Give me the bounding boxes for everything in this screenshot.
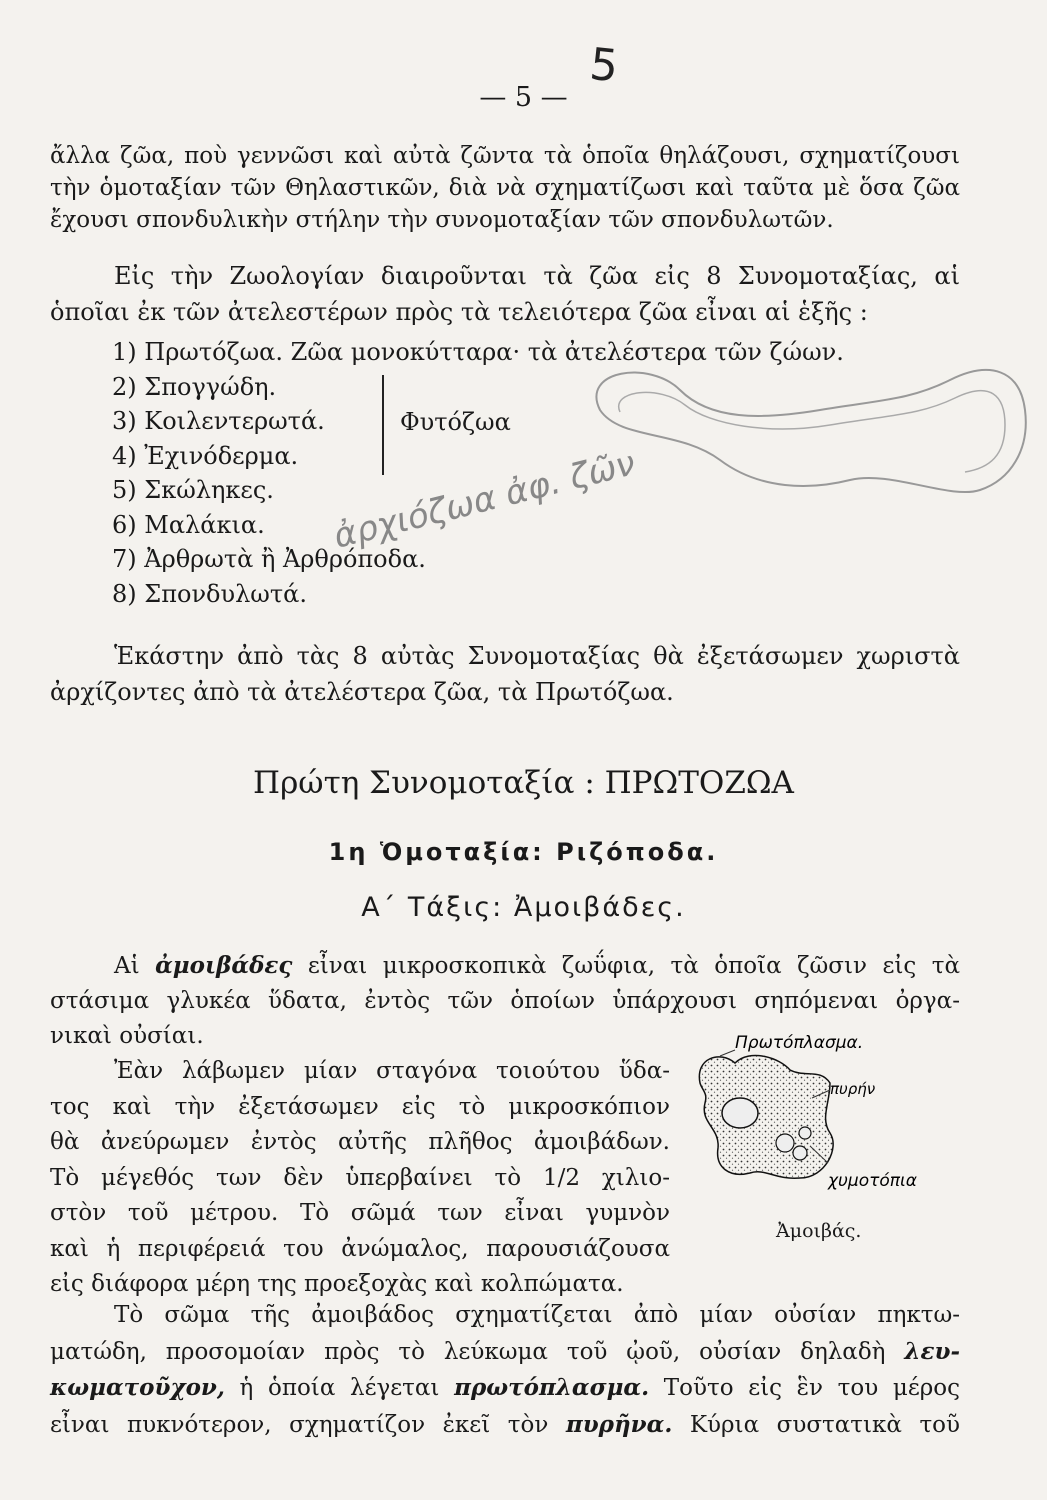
key-term: κωματοῦχον, bbox=[50, 1374, 225, 1401]
text-line: ἔχουσι σπονδυλικὴν στήλην τὴν συνομοταξίαν τῶν σπονδυλωτῶν. bbox=[50, 207, 834, 233]
list-item: 4) Ἐχινόδερμα. bbox=[112, 441, 299, 470]
key-term: πυρῆνα. bbox=[565, 1410, 673, 1438]
amoeba-paragraph-2 bbox=[50, 1054, 670, 1303]
text-line bbox=[50, 1407, 960, 1444]
text-line: ὁποῖαι ἐκ τῶν ἀτελεστέρων πρὸς τὰ τελειότερα ζῶα εἶναι αἱ ἑξῆς : bbox=[50, 298, 868, 326]
text-line: εἰς διάφορα μέρη της προεξοχὰς καὶ κολπώματα. bbox=[50, 1271, 624, 1297]
list-item: 5) Σκώληκες. bbox=[112, 476, 274, 504]
list-item: 1) Πρωτόζωα. Ζῶα μονοκύτταρα· τὰ ἀτελέστερα τῶν ζώων. bbox=[112, 338, 844, 366]
label-nucleus: πυρήν bbox=[830, 1080, 876, 1098]
text-span: ματώδη, προσομοίαν πρὸς τὸ λεύκωμα τοῦ ᾠοῦ, οὐσίαν δηλαδὴ bbox=[50, 1338, 905, 1365]
list-item: 6) Μαλάκια. bbox=[112, 510, 265, 539]
list-item: 7) Ἀρθρωτὰ ἢ Ἀρθρόποδα. bbox=[112, 545, 426, 573]
text-line: στὸν τοῦ μέτρου. Τὸ σῶμά των εἶναι γυμνὸν bbox=[50, 1200, 670, 1226]
figure-caption: Ἀμοιβάς. bbox=[776, 1220, 862, 1242]
intro-paragraph bbox=[50, 140, 960, 236]
text-line: Εἰς τὴν Ζωολογίαν διαιροῦνται τὰ ζῶα εἰς 8 Συνομοταξίας, αἱ bbox=[114, 262, 960, 290]
text-line: ἄλλα ζῶα, ποὺ γεννῶσι καὶ αὐτὰ ζῶντα τὰ ὁποῖα θηλάζουσι, σχηματίζουσι bbox=[50, 143, 960, 169]
text-line: Τὸ σῶμα τῆς ἀμοιβάδος σχηματίζεται ἀπὸ μίαν οὐσίαν πηκτω- bbox=[114, 1302, 960, 1328]
order-heading: Α΄ Τάξις: Ἀμοιβάδες. bbox=[361, 892, 686, 923]
group-brace bbox=[382, 375, 388, 475]
text-span: Αἱ bbox=[114, 953, 156, 979]
text-line: θὰ ἀνεύρωμεν ἐντὸς αὐτῆς πλῆθος ἀμοιβάδων. bbox=[50, 1129, 670, 1155]
class-heading: 1η Ὁμοταξία: Ριζόποδα. bbox=[328, 838, 719, 866]
text-line: νικαὶ οὐσίαι. bbox=[50, 1023, 204, 1049]
text-line: τὴν ὁμοταξίαν τῶν Θηλαστικῶν, διὰ νὰ σχηματίζωσι καὶ ταῦτα μὲ ὅσα ζῶα bbox=[50, 175, 960, 201]
pencil-scribble bbox=[560, 350, 1040, 530]
list-item: 8) Σπονδυλωτά. bbox=[112, 579, 307, 608]
list-item: 2) Σπογγώδη. bbox=[112, 372, 277, 401]
text-line: στάσιμα γλυκέα ὕδατα, ἐντὸς τῶν ὁποίων ὑπάρχουσι σηπόμεναι ὀργα- bbox=[50, 988, 960, 1014]
key-term: ἀμοιβάδες bbox=[155, 952, 293, 979]
amoeba-figure bbox=[680, 1028, 980, 1208]
label-vacuole: χυμοτόπια bbox=[828, 1171, 917, 1191]
text-line: Ἑκάστην ἀπὸ τὰς 8 αὐτὰς Συνομοταξίας θὰ ἐξετάσωμεν χωριστὰ bbox=[114, 642, 960, 670]
pencil-note: ἀρχιόζωα ἀφ. ζῶν bbox=[329, 443, 640, 557]
phylum-heading: Πρώτη Συνομοταξία : ΠΡΩΤΟΖΩΑ bbox=[253, 765, 794, 801]
text-span: Τοῦτο εἰς ἓν του μέρος bbox=[649, 1375, 961, 1401]
list-item: 3) Κοιλεντερωτά. bbox=[112, 407, 325, 435]
brace-label: Φυτόζωα bbox=[400, 408, 511, 436]
zoology-paragraph bbox=[50, 258, 960, 330]
text-line: Ἐὰν λάβωμεν μίαν σταγόνα τοιούτου ὕδα- bbox=[114, 1058, 670, 1084]
label-protoplasm: Πρωτόπλασμα. bbox=[735, 1033, 864, 1053]
text-line: καὶ ἡ περιφέρειά του ἀνώμαλος, παρουσιάζουσα bbox=[50, 1235, 670, 1262]
text-span: Κύρια συστατικὰ τοῦ bbox=[672, 1411, 961, 1438]
text-line bbox=[50, 948, 960, 984]
text-span: εἶναι μικροσκοπικὰ ζωΰφια, τὰ ὁποῖα ζῶσιν εἰς τὰ bbox=[292, 953, 960, 979]
text-line bbox=[50, 1334, 960, 1371]
text-line: τος καὶ τὴν ἐξετάσωμεν εἰς τὸ μικροσκόπιον bbox=[50, 1093, 670, 1120]
key-term: πρωτόπλασμα. bbox=[454, 1374, 650, 1401]
text-span: εἶναι πυκνότερον, σχηματίζον ἐκεῖ τὸν bbox=[50, 1411, 566, 1438]
handwritten-page-number: 5 bbox=[587, 38, 621, 93]
key-term: λευ- bbox=[904, 1337, 960, 1365]
text-span: ἡ ὁποία λέγεται bbox=[224, 1375, 455, 1401]
amoeba-paragraph-3 bbox=[50, 1298, 960, 1443]
each-paragraph bbox=[50, 638, 960, 710]
text-line: ἀρχίζοντες ἀπὸ τὰ ἀτελέστερα ζῶα, τὰ Πρωτόζωα. bbox=[50, 678, 674, 706]
text-line: Τὸ μέγεθός των δὲν ὑπερβαίνει τὸ 1/2 χιλιο- bbox=[50, 1164, 670, 1191]
text-line bbox=[50, 1370, 960, 1407]
page-number: — 5 — bbox=[479, 82, 568, 113]
